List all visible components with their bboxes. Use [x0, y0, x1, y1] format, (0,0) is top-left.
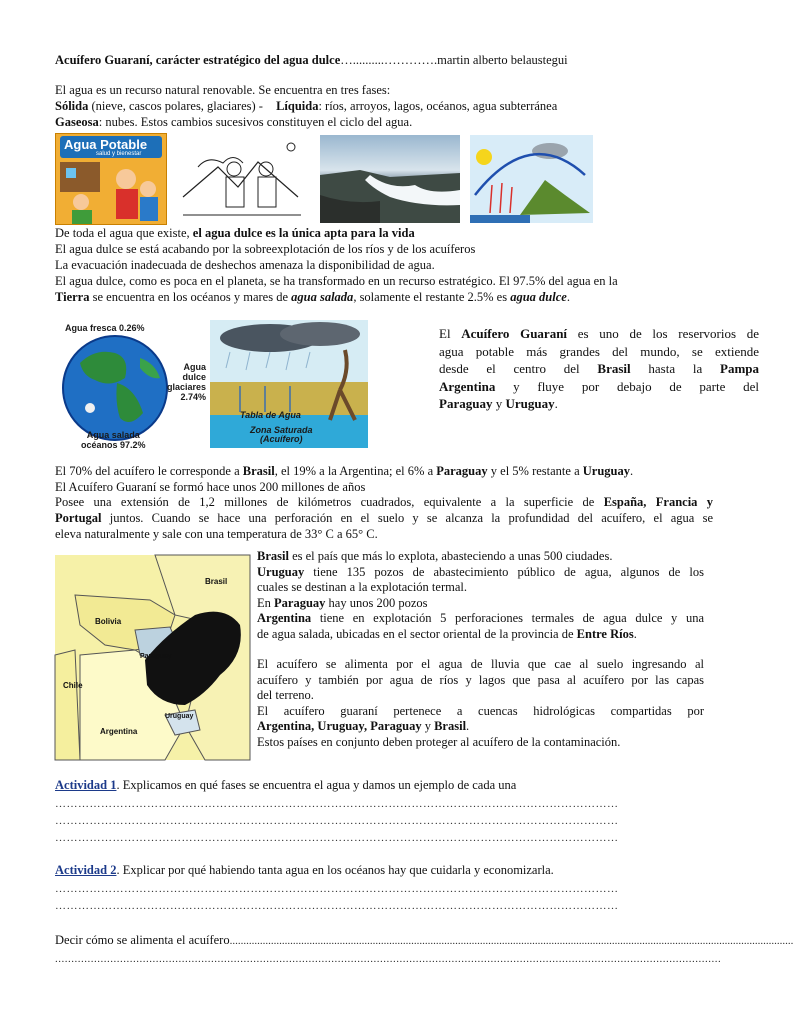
fresh-water-line: De toda el agua que existe, el agua dulce es la única apta para la vida: [55, 226, 415, 240]
intro-line-3: Gaseosa: nubes. Estos cambios sucesivos constituyen el ciclo del agua.: [55, 115, 413, 129]
activity-3: Decir cómo se alimenta el acuífero.............................................................................................................................................................................................................: [55, 933, 793, 947]
text-line: El agua dulce, como es poca en el planeta, se ha transformado en un recurso estratégico. El 97.5% del agua en la: [55, 274, 618, 288]
text-line: El Acuífero Guaraní se formó hace unos 200 millones de años: [55, 480, 366, 494]
answer-line[interactable]: .............................................................................................................................................................................................................: [55, 953, 722, 965]
water-poster-image: Agua Potable salud y bienestar: [55, 133, 167, 225]
text-line: El 70% del acuífero le corresponde a Brasil, el 19% a la Argentina; el 6% a Paraguay y el 5% restante a Uruguay.: [55, 464, 634, 478]
text-line: Tierra se encuentra en los océanos y mares de agua salada, solamente el restante 2.5% es agua dulce.: [55, 290, 570, 304]
globe-water-distribution-image: Agua fresca 0.26% Agua dulce glaciares 2.74% Agua salada océanos 97.2%: [65, 323, 207, 450]
intro-line-1: El agua es un recurso natural renovable. Se encuentra en tres fases:: [55, 83, 391, 97]
activity-1: Actividad 1. Explicamos en qué fases se encuentra el agua y damos un ejemplo de cada una: [55, 778, 517, 792]
waterfall-photo: [320, 135, 460, 223]
aquifer-map-image: Brasil Bolivia Paraguay Chile Uruguay Argentina: [55, 555, 250, 760]
aquifer-cross-section-image: Tabla de Agua Zona Saturada (Acuífero): [210, 320, 368, 448]
text-line: La evacuación inadecuada de deshechos amenaza la disponibilidad de agua.: [55, 258, 435, 272]
text-line: El agua dulce se está acabando por la sobreexplotación de los ríos y de los acuíferos: [55, 242, 476, 256]
answer-line[interactable]: …………………………………………………………………………………………………………………………………: [55, 900, 619, 912]
intro-line-2: Sólida (nieve, cascos polares, glaciares) - Líquida: ríos, arroyos, lagos, océanos, agua subterránea: [55, 99, 558, 113]
answer-line[interactable]: …………………………………………………………………………………………………………………………………: [55, 832, 619, 844]
recharge-paragraph: El acuífero se alimenta por el agua de lluvia que cae al suelo ingresando al acuífero y también por agua de ríos y lagos que pasa al acuífero por las capas del terreno. El acuífero guaraní pertenece a cuencas hidrológicas compartidas por Argentina, Uruguay, Paraguay y Brasil. Estos países en conjunto deben proteger al acuífero de la contaminación.: [257, 657, 704, 749]
countries-paragraph: Brasil es el país que más lo explota, abasteciendo a unas 500 ciudades. Uruguay tiene 135 pozos de abastecimiento público de agua, algunos de los cuales se destinan a la explotación termal. En Paraguay hay unos 200 pozos Argentina tiene en explotación 5 perforaciones termales de agua dulce y una de agua salada, ubicadas en el sector oriental de la provincia de Entre Ríos.: [257, 549, 704, 641]
extension-paragraph: Posee una extensión de 1,2 millones de kilómetros cuadrados, equivalente a la superficie de España, Francia y Portugal juntos. Cuando se hace una perforación en el suelo y se alcanza la profundidad del acuífero, el agua se eleva naturalmente y sale con una temperatura de 33° C a 65° C.: [55, 495, 714, 541]
answer-line[interactable]: …………………………………………………………………………………………………………………………………: [55, 798, 619, 810]
water-cycle-image: [470, 135, 593, 223]
children-drawing-image: [178, 137, 306, 223]
activity-2: Actividad 2. Explicar por qué habiendo tanta agua en los océanos hay que cuidarla y economizarla.: [55, 863, 554, 877]
page-title: Acuífero Guaraní, carácter estratégico del agua dulce…..........………….martin alberto belaustegui: [55, 53, 568, 67]
aquifer-description: El Acuífero Guaraní es uno de los reservorios de agua potable más grandes del mundo, se extiende desde el centro del Brasil hasta la Pampa Argentina y fluye por debajo de parte del Paraguay y Uruguay.: [439, 326, 760, 411]
answer-line[interactable]: …………………………………………………………………………………………………………………………………: [55, 883, 619, 895]
answer-line[interactable]: …………………………………………………………………………………………………………………………………: [55, 815, 619, 827]
